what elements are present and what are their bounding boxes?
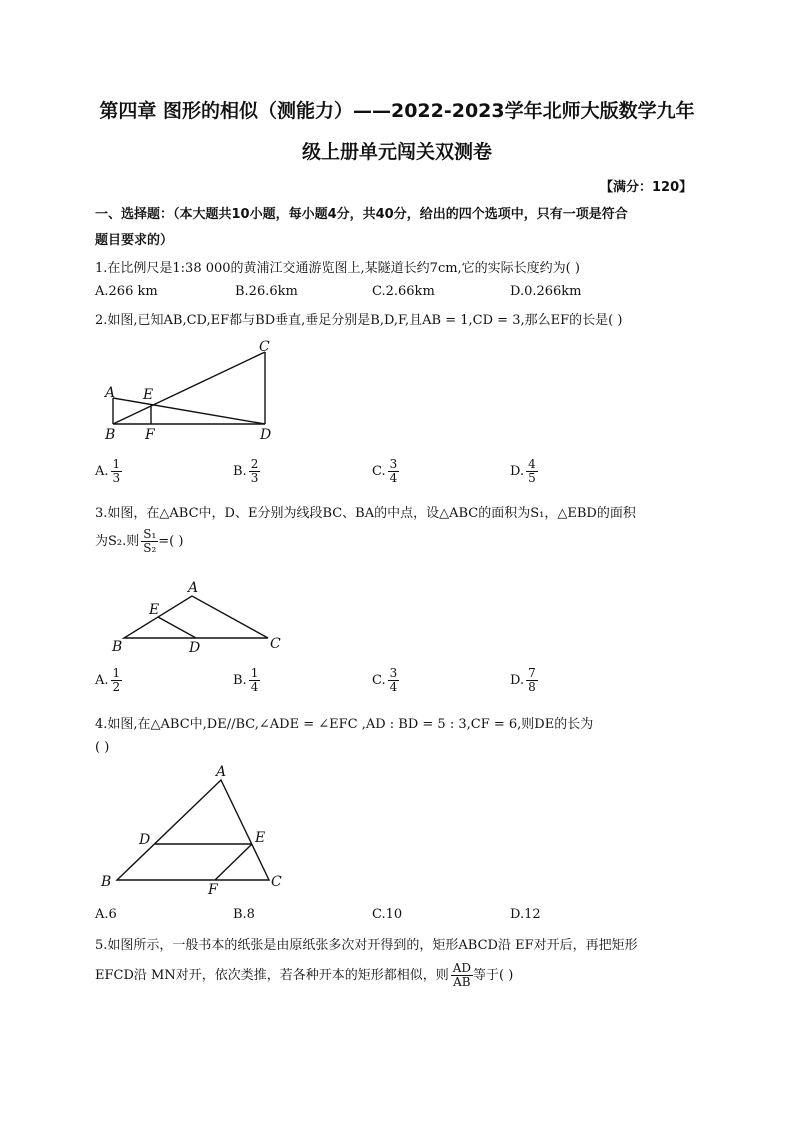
q3-option-d[interactable]	[510, 667, 538, 694]
q2-option-c-letter: C.	[372, 464, 386, 479]
q3-prefix: 为S₂.则	[95, 534, 140, 549]
q4-segment-ef	[215, 844, 252, 880]
q2-option-a-num: 1	[112, 457, 121, 471]
q2-option-a[interactable]	[95, 458, 122, 485]
q3-label-a: A	[188, 580, 199, 596]
q3-option-b[interactable]	[233, 667, 260, 694]
section-heading-line1: 一、选择题：（本大题共10小题，每小题4分，共40分，给出的四个选项中，只有一项是符合	[95, 207, 628, 222]
q2-label-c: C	[259, 339, 270, 355]
q3-option-c-den: 4	[389, 680, 398, 694]
question-5-text-line1: 5.如图所示，一般书本的纸张是由原纸张多次对开得到的，矩形ABCD沿 EF对开后，再把矩形	[95, 938, 638, 953]
q2-option-b-letter: B.	[233, 464, 247, 479]
q5-prefix: EFCD沿 MN对开，依次类推，若各种开本的矩形都相似，则	[95, 968, 449, 983]
q2-option-d[interactable]	[510, 458, 538, 485]
q3-label-e: E	[149, 602, 160, 618]
q5-frac-den: AB	[453, 975, 471, 989]
q3-figure	[100, 578, 300, 658]
q2-option-b-num: 2	[250, 457, 259, 471]
q3-label-c: C	[270, 636, 281, 652]
q3-triangle-abc	[124, 596, 268, 638]
q4-label-a: A	[216, 764, 227, 780]
question-4-text-line1: 4.如图,在△ABC中,DE//BC,∠ADE = ∠EFC ,AD : BD = 5 : 3,CF = 6,则DE的长为	[95, 717, 594, 732]
q3-option-d-letter: D.	[510, 673, 525, 688]
q3-option-c-letter: C.	[372, 673, 386, 688]
q2-option-a-den: 3	[112, 471, 121, 485]
q3-frac-den: S₂	[143, 541, 157, 555]
question-1-text: 1.在比例尺是1:38 000的黄浦江交通游览图上,某隧道长约7cm,它的实际长度约为( )	[95, 261, 580, 276]
page-title-line2: 级上册单元闯关双测卷	[301, 141, 492, 163]
q4-label-d: D	[139, 832, 151, 848]
q3-option-b-letter: B.	[233, 673, 247, 688]
q2-option-d-num: 4	[528, 457, 536, 471]
q4-figure	[95, 762, 295, 897]
q2-label-f: F	[145, 427, 155, 443]
q1-option-d[interactable]: D.0.266km	[510, 284, 582, 299]
q2-option-c-num: 3	[389, 457, 398, 471]
q3-option-a[interactable]	[95, 667, 122, 694]
q3-option-b-den: 4	[250, 680, 259, 694]
q3-label-d: D	[189, 640, 201, 656]
q2-option-b[interactable]	[233, 458, 260, 485]
q3-option-b-num: 1	[250, 666, 259, 680]
q1-option-c[interactable]: C.2.66km	[372, 284, 435, 299]
q4-triangle-abc	[117, 780, 269, 880]
q3-option-d-num: 7	[528, 666, 536, 680]
q3-option-a-den: 2	[112, 680, 121, 694]
q4-label-f: F	[208, 882, 218, 897]
q5-frac-num: AD	[452, 961, 471, 975]
q3-frac-num: S₁	[143, 527, 157, 541]
question-3-text-line2	[95, 528, 183, 555]
q5-suffix: 等于( )	[473, 968, 514, 983]
full-score-label: 【满分：120】	[600, 180, 693, 195]
q3-option-a-num: 1	[112, 666, 121, 680]
q4-label-c: C	[271, 874, 282, 890]
q2-option-a-letter: A.	[95, 464, 109, 479]
q2-option-d-den: 5	[528, 471, 536, 485]
q2-segment-bc	[113, 352, 265, 424]
q2-label-b: B	[105, 427, 116, 443]
q1-option-b[interactable]: B.26.6km	[235, 284, 298, 299]
q3-option-a-letter: A.	[95, 673, 109, 688]
question-5-text-line2	[95, 962, 513, 989]
question-3-text-line1: 3.如图，在△ABC中，D、E分别为线段BC、BA的中点，设△ABC的面积为S₁，△EBD的面积	[95, 506, 636, 521]
q4-option-c[interactable]: C.10	[372, 907, 403, 922]
q4-option-d[interactable]: D.12	[510, 907, 541, 922]
section-heading-line2: 题目要求的）	[95, 233, 174, 248]
q4-label-b: B	[101, 874, 112, 890]
q4-label-e: E	[255, 830, 266, 846]
q3-label-b: B	[112, 639, 123, 655]
question-2-text: 2.如图,已知AB,CD,EF都与BD垂直,垂足分别是B,D,F,且AB = 1,CD = 3,那么EF的长是( )	[95, 313, 623, 328]
q2-option-b-den: 3	[250, 471, 259, 485]
question-4-text-line2: ( )	[95, 740, 110, 755]
q3-option-c[interactable]	[372, 667, 399, 694]
q1-option-a[interactable]: A.266 km	[95, 284, 158, 299]
q3-option-d-den: 8	[528, 680, 536, 694]
q2-label-a: A	[105, 385, 116, 401]
q4-option-b[interactable]: B.8	[233, 907, 255, 922]
q3-suffix: =( )	[158, 534, 184, 549]
q2-option-c-den: 4	[389, 471, 398, 485]
page-title-line1: 第四章 图形的相似（测能力）——2022-2023学年北师大版数学九年	[99, 100, 695, 122]
q2-label-d: D	[260, 427, 272, 443]
q3-segment-ed	[158, 617, 196, 638]
q2-figure	[95, 335, 295, 447]
q4-option-a[interactable]: A.6	[95, 907, 117, 922]
q2-label-e: E	[143, 387, 154, 403]
q2-segment-ad	[113, 398, 265, 424]
q2-option-d-letter: D.	[510, 464, 525, 479]
q3-option-c-num: 3	[389, 666, 398, 680]
q2-option-c[interactable]	[372, 458, 399, 485]
